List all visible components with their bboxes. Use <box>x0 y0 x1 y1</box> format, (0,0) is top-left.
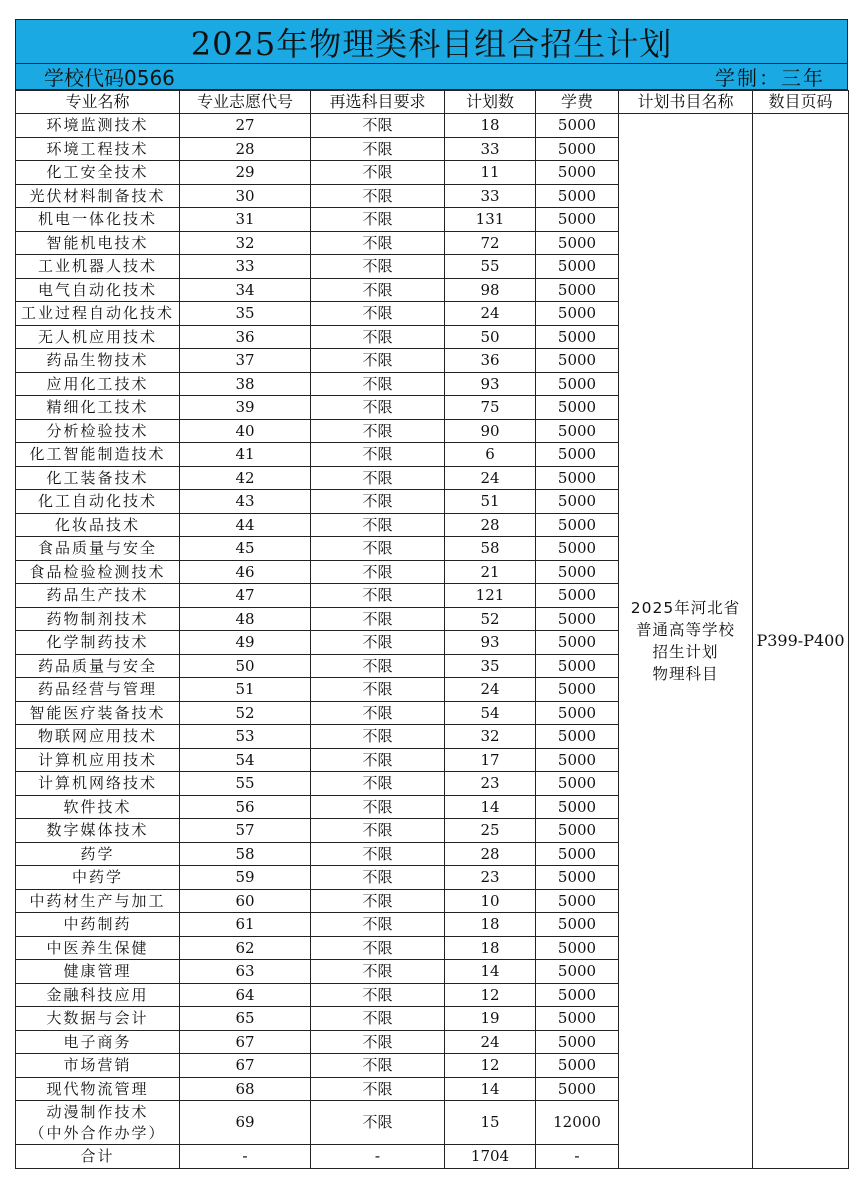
major-name-cell: 药学 <box>16 842 180 866</box>
tuition-cell: 5000 <box>536 184 619 208</box>
tuition-cell: 5000 <box>536 772 619 796</box>
tuition-cell: 5000 <box>536 396 619 420</box>
page-range-cell: P399-P400 <box>753 114 849 1169</box>
plan-count-cell: 52 <box>445 607 536 631</box>
major-code-cell: 37 <box>180 349 311 373</box>
major-code-cell: 30 <box>180 184 311 208</box>
plan-count-cell: 21 <box>445 560 536 584</box>
header-plan-count: 计划数 <box>445 91 536 114</box>
major-name-cell: 中医养生保健 <box>16 936 180 960</box>
header-book-name: 计划书目名称 <box>619 91 753 114</box>
major-name-cell: 中药材生产与加工 <box>16 889 180 913</box>
plan-count-cell: 121 <box>445 584 536 608</box>
subject-requirement-cell: 不限 <box>311 654 445 678</box>
major-name-cell: 计算机网络技术 <box>16 772 180 796</box>
major-code-cell: 46 <box>180 560 311 584</box>
plan-count-cell: 72 <box>445 231 536 255</box>
major-name-cell: 食品质量与安全 <box>16 537 180 561</box>
major-name-cell: 中药学 <box>16 866 180 890</box>
major-name-cell: 智能机电技术 <box>16 231 180 255</box>
major-code-cell: 62 <box>180 936 311 960</box>
plan-count-cell: 75 <box>445 396 536 420</box>
plan-count-cell: 10 <box>445 889 536 913</box>
major-name-line: （中外合作办学） <box>29 1123 166 1142</box>
major-name-cell: 应用化工技术 <box>16 372 180 396</box>
subject-requirement-cell: 不限 <box>311 396 445 420</box>
major-name-cell: 现代物流管理 <box>16 1077 180 1101</box>
major-code-cell: 28 <box>180 137 311 161</box>
plan-count-cell: 18 <box>445 114 536 138</box>
plan-count-cell: 12 <box>445 1054 536 1078</box>
plan-count-cell: 14 <box>445 960 536 984</box>
major-code-cell: 39 <box>180 396 311 420</box>
major-name-cell: 市场营销 <box>16 1054 180 1078</box>
subject-requirement-cell: 不限 <box>311 443 445 467</box>
major-name-cell: 化工安全技术 <box>16 161 180 185</box>
major-name-cell: 电气自动化技术 <box>16 278 180 302</box>
major-name-cell: 软件技术 <box>16 795 180 819</box>
tuition-cell: 5000 <box>536 654 619 678</box>
book-name-cell <box>619 114 753 1169</box>
subject-requirement-cell: 不限 <box>311 1007 445 1031</box>
major-code-cell: 41 <box>180 443 311 467</box>
major-code-cell: 54 <box>180 748 311 772</box>
info-bar <box>15 64 848 90</box>
major-code-cell: 48 <box>180 607 311 631</box>
header-row <box>16 91 849 114</box>
plan-count-cell: 28 <box>445 513 536 537</box>
tuition-cell: 5000 <box>536 278 619 302</box>
subject-requirement-cell: 不限 <box>311 819 445 843</box>
major-name-cell: 健康管理 <box>16 960 180 984</box>
major-code-cell: 44 <box>180 513 311 537</box>
tuition-cell: 5000 <box>536 1030 619 1054</box>
plan-table <box>15 90 849 1169</box>
header-tuition: 学费 <box>536 91 619 114</box>
major-name-cell: 工业机器人技术 <box>16 255 180 279</box>
plan-count-cell: 14 <box>445 1077 536 1101</box>
tuition-cell: 5000 <box>536 889 619 913</box>
plan-count-cell: 36 <box>445 349 536 373</box>
subject-requirement-cell: 不限 <box>311 114 445 138</box>
major-code-cell: 51 <box>180 678 311 702</box>
major-name-cell: 化工智能制造技术 <box>16 443 180 467</box>
subject-requirement-cell: 不限 <box>311 513 445 537</box>
subject-requirement-cell: 不限 <box>311 866 445 890</box>
major-name-cell: 药品生产技术 <box>16 584 180 608</box>
plan-count-cell: 23 <box>445 866 536 890</box>
book-name-line: 招生计划 <box>652 643 719 661</box>
major-code-cell: 63 <box>180 960 311 984</box>
major-code-cell: 49 <box>180 631 311 655</box>
plan-count-cell: 11 <box>445 161 536 185</box>
major-code-cell: 45 <box>180 537 311 561</box>
major-code-cell: 60 <box>180 889 311 913</box>
major-code-cell: 57 <box>180 819 311 843</box>
plan-count-cell: 35 <box>445 654 536 678</box>
subject-requirement-cell: 不限 <box>311 842 445 866</box>
major-code-cell: 43 <box>180 490 311 514</box>
major-name-cell: 物联网应用技术 <box>16 725 180 749</box>
tuition-cell: 5000 <box>536 114 619 138</box>
plan-count-cell: 32 <box>445 725 536 749</box>
plan-count-cell: 55 <box>445 255 536 279</box>
total-label-cell: 合计 <box>16 1145 180 1169</box>
subject-requirement-cell: 不限 <box>311 255 445 279</box>
school-code: 学校代码0566 <box>44 66 175 90</box>
tuition-cell: 5000 <box>536 701 619 725</box>
subject-requirement-cell: 不限 <box>311 701 445 725</box>
tuition-cell: 5000 <box>536 748 619 772</box>
tuition-cell: 5000 <box>536 560 619 584</box>
header-subject-requirement: 再选科目要求 <box>311 91 445 114</box>
major-code-cell: 40 <box>180 419 311 443</box>
book-name-line: 普通高等学校 <box>635 621 735 639</box>
plan-count-cell: 24 <box>445 678 536 702</box>
plan-count-cell: 18 <box>445 936 536 960</box>
tuition-cell: 5000 <box>536 584 619 608</box>
subject-requirement-cell: 不限 <box>311 1054 445 1078</box>
plan-count-cell: 24 <box>445 302 536 326</box>
major-name-cell <box>16 1101 180 1145</box>
header-major-name: 专业名称 <box>16 91 180 114</box>
tuition-cell: 5000 <box>536 913 619 937</box>
plan-count-cell: 14 <box>445 795 536 819</box>
plan-count-cell: 50 <box>445 325 536 349</box>
plan-count-cell: 15 <box>445 1101 536 1145</box>
total-plan-count-cell: 1704 <box>445 1145 536 1169</box>
tuition-cell: 5000 <box>536 349 619 373</box>
major-name-cell: 化工自动化技术 <box>16 490 180 514</box>
plan-count-cell: 131 <box>445 208 536 232</box>
subject-requirement-cell: 不限 <box>311 231 445 255</box>
tuition-cell: 5000 <box>536 678 619 702</box>
tuition-cell: 5000 <box>536 795 619 819</box>
plan-count-cell: 24 <box>445 466 536 490</box>
major-name-cell: 食品检验检测技术 <box>16 560 180 584</box>
plan-count-cell: 25 <box>445 819 536 843</box>
plan-count-cell: 17 <box>445 748 536 772</box>
subject-requirement-cell: 不限 <box>311 466 445 490</box>
major-name-line: 动漫制作技术 <box>46 1102 149 1121</box>
major-name-cell: 药物制剂技术 <box>16 607 180 631</box>
subject-requirement-cell: 不限 <box>311 137 445 161</box>
subject-requirement-cell: 不限 <box>311 795 445 819</box>
major-code-cell: 67 <box>180 1054 311 1078</box>
major-code-cell: 36 <box>180 325 311 349</box>
major-name-cell: 中药制药 <box>16 913 180 937</box>
tuition-cell: 5000 <box>536 443 619 467</box>
major-code-cell: 34 <box>180 278 311 302</box>
tuition-cell: 5000 <box>536 466 619 490</box>
total-code-cell: - <box>180 1145 311 1169</box>
major-code-cell: 52 <box>180 701 311 725</box>
book-name-line: 物理科目 <box>652 665 719 683</box>
major-code-cell: 50 <box>180 654 311 678</box>
major-code-cell: 65 <box>180 1007 311 1031</box>
plan-count-cell: 19 <box>445 1007 536 1031</box>
major-code-cell: 42 <box>180 466 311 490</box>
tuition-cell: 5000 <box>536 631 619 655</box>
tuition-cell: 5000 <box>536 936 619 960</box>
major-name-cell: 化工装备技术 <box>16 466 180 490</box>
table-row <box>16 114 849 138</box>
major-name-cell: 电子商务 <box>16 1030 180 1054</box>
major-code-cell: 29 <box>180 161 311 185</box>
major-name-cell: 工业过程自动化技术 <box>16 302 180 326</box>
tuition-cell: 12000 <box>536 1101 619 1145</box>
tuition-cell: 5000 <box>536 1077 619 1101</box>
subject-requirement-cell: 不限 <box>311 302 445 326</box>
subject-requirement-cell: 不限 <box>311 325 445 349</box>
subject-requirement-cell: 不限 <box>311 678 445 702</box>
major-name-cell: 环境工程技术 <box>16 137 180 161</box>
plan-count-cell: 51 <box>445 490 536 514</box>
plan-count-cell: 33 <box>445 184 536 208</box>
tuition-cell: 5000 <box>536 960 619 984</box>
plan-count-cell: 93 <box>445 372 536 396</box>
table-body <box>16 114 849 1169</box>
major-code-cell: 69 <box>180 1101 311 1145</box>
major-code-cell: 27 <box>180 114 311 138</box>
tuition-cell: 5000 <box>536 866 619 890</box>
major-code-cell: 32 <box>180 231 311 255</box>
subject-requirement-cell: 不限 <box>311 537 445 561</box>
total-tuition-cell: - <box>536 1145 619 1169</box>
plan-count-cell: 6 <box>445 443 536 467</box>
tuition-cell: 5000 <box>536 419 619 443</box>
subject-requirement-cell: 不限 <box>311 960 445 984</box>
subject-requirement-cell: 不限 <box>311 607 445 631</box>
major-code-cell: 58 <box>180 842 311 866</box>
book-name-line: 2025年河北省 <box>630 599 741 617</box>
subject-requirement-cell: 不限 <box>311 748 445 772</box>
tuition-cell: 5000 <box>536 819 619 843</box>
subject-requirement-cell: 不限 <box>311 490 445 514</box>
tuition-cell: 5000 <box>536 255 619 279</box>
major-name-cell: 光伏材料制备技术 <box>16 184 180 208</box>
subject-requirement-cell: 不限 <box>311 560 445 584</box>
tuition-cell: 5000 <box>536 490 619 514</box>
major-name-cell: 精细化工技术 <box>16 396 180 420</box>
plan-count-cell: 23 <box>445 772 536 796</box>
subject-requirement-cell: 不限 <box>311 161 445 185</box>
tuition-cell: 5000 <box>536 725 619 749</box>
major-name-cell: 数字媒体技术 <box>16 819 180 843</box>
tuition-cell: 5000 <box>536 1054 619 1078</box>
subject-requirement-cell: 不限 <box>311 208 445 232</box>
subject-requirement-cell: 不限 <box>311 1030 445 1054</box>
subject-requirement-cell: 不限 <box>311 349 445 373</box>
major-code-cell: 53 <box>180 725 311 749</box>
major-code-cell: 68 <box>180 1077 311 1101</box>
subject-requirement-cell: 不限 <box>311 913 445 937</box>
subject-requirement-cell: 不限 <box>311 889 445 913</box>
major-name-cell: 药品经营与管理 <box>16 678 180 702</box>
major-name-cell: 机电一体化技术 <box>16 208 180 232</box>
plan-count-cell: 24 <box>445 1030 536 1054</box>
plan-count-cell: 98 <box>445 278 536 302</box>
plan-count-cell: 28 <box>445 842 536 866</box>
major-code-cell: 56 <box>180 795 311 819</box>
subject-requirement-cell: 不限 <box>311 983 445 1007</box>
major-name-cell: 分析检验技术 <box>16 419 180 443</box>
major-name-cell: 药品生物技术 <box>16 349 180 373</box>
subject-requirement-cell: 不限 <box>311 1101 445 1145</box>
tuition-cell: 5000 <box>536 325 619 349</box>
subject-requirement-cell: 不限 <box>311 936 445 960</box>
subject-requirement-cell: 不限 <box>311 1077 445 1101</box>
tuition-cell: 5000 <box>536 1007 619 1031</box>
major-name-cell: 化学制药技术 <box>16 631 180 655</box>
major-code-cell: 31 <box>180 208 311 232</box>
major-code-cell: 59 <box>180 866 311 890</box>
subject-requirement-cell: 不限 <box>311 372 445 396</box>
plan-count-cell: 18 <box>445 913 536 937</box>
major-code-cell: 38 <box>180 372 311 396</box>
admission-plan-sheet <box>15 19 848 1169</box>
study-duration: 学制：三年 <box>715 66 825 90</box>
subject-requirement-cell: 不限 <box>311 631 445 655</box>
tuition-cell: 5000 <box>536 302 619 326</box>
tuition-cell: 5000 <box>536 513 619 537</box>
major-name-cell: 化妆品技术 <box>16 513 180 537</box>
page-title: 2025年物理类科目组合招生计划 <box>15 19 848 64</box>
tuition-cell: 5000 <box>536 137 619 161</box>
subject-requirement-cell: 不限 <box>311 725 445 749</box>
subject-requirement-cell: 不限 <box>311 584 445 608</box>
subject-requirement-cell: 不限 <box>311 772 445 796</box>
major-code-cell: 55 <box>180 772 311 796</box>
subject-requirement-cell: 不限 <box>311 419 445 443</box>
major-name-cell: 大数据与会计 <box>16 1007 180 1031</box>
major-code-cell: 61 <box>180 913 311 937</box>
major-name-cell: 药品质量与安全 <box>16 654 180 678</box>
tuition-cell: 5000 <box>536 537 619 561</box>
major-code-cell: 64 <box>180 983 311 1007</box>
header-major-code: 专业志愿代号 <box>180 91 311 114</box>
major-code-cell: 35 <box>180 302 311 326</box>
tuition-cell: 5000 <box>536 372 619 396</box>
major-name-cell: 环境监测技术 <box>16 114 180 138</box>
plan-count-cell: 54 <box>445 701 536 725</box>
subject-requirement-cell: 不限 <box>311 278 445 302</box>
major-code-cell: 47 <box>180 584 311 608</box>
major-code-cell: 33 <box>180 255 311 279</box>
tuition-cell: 5000 <box>536 208 619 232</box>
major-code-cell: 67 <box>180 1030 311 1054</box>
major-name-cell: 计算机应用技术 <box>16 748 180 772</box>
plan-count-cell: 93 <box>445 631 536 655</box>
plan-count-cell: 90 <box>445 419 536 443</box>
plan-count-cell: 12 <box>445 983 536 1007</box>
major-name-cell: 金融科技应用 <box>16 983 180 1007</box>
tuition-cell: 5000 <box>536 161 619 185</box>
tuition-cell: 5000 <box>536 231 619 255</box>
subject-requirement-cell: 不限 <box>311 184 445 208</box>
total-requirement-cell: - <box>311 1145 445 1169</box>
major-name-cell: 智能医疗装备技术 <box>16 701 180 725</box>
tuition-cell: 5000 <box>536 607 619 631</box>
major-name-cell: 无人机应用技术 <box>16 325 180 349</box>
plan-count-cell: 58 <box>445 537 536 561</box>
tuition-cell: 5000 <box>536 983 619 1007</box>
header-page-number: 数目页码 <box>753 91 849 114</box>
tuition-cell: 5000 <box>536 842 619 866</box>
plan-count-cell: 33 <box>445 137 536 161</box>
